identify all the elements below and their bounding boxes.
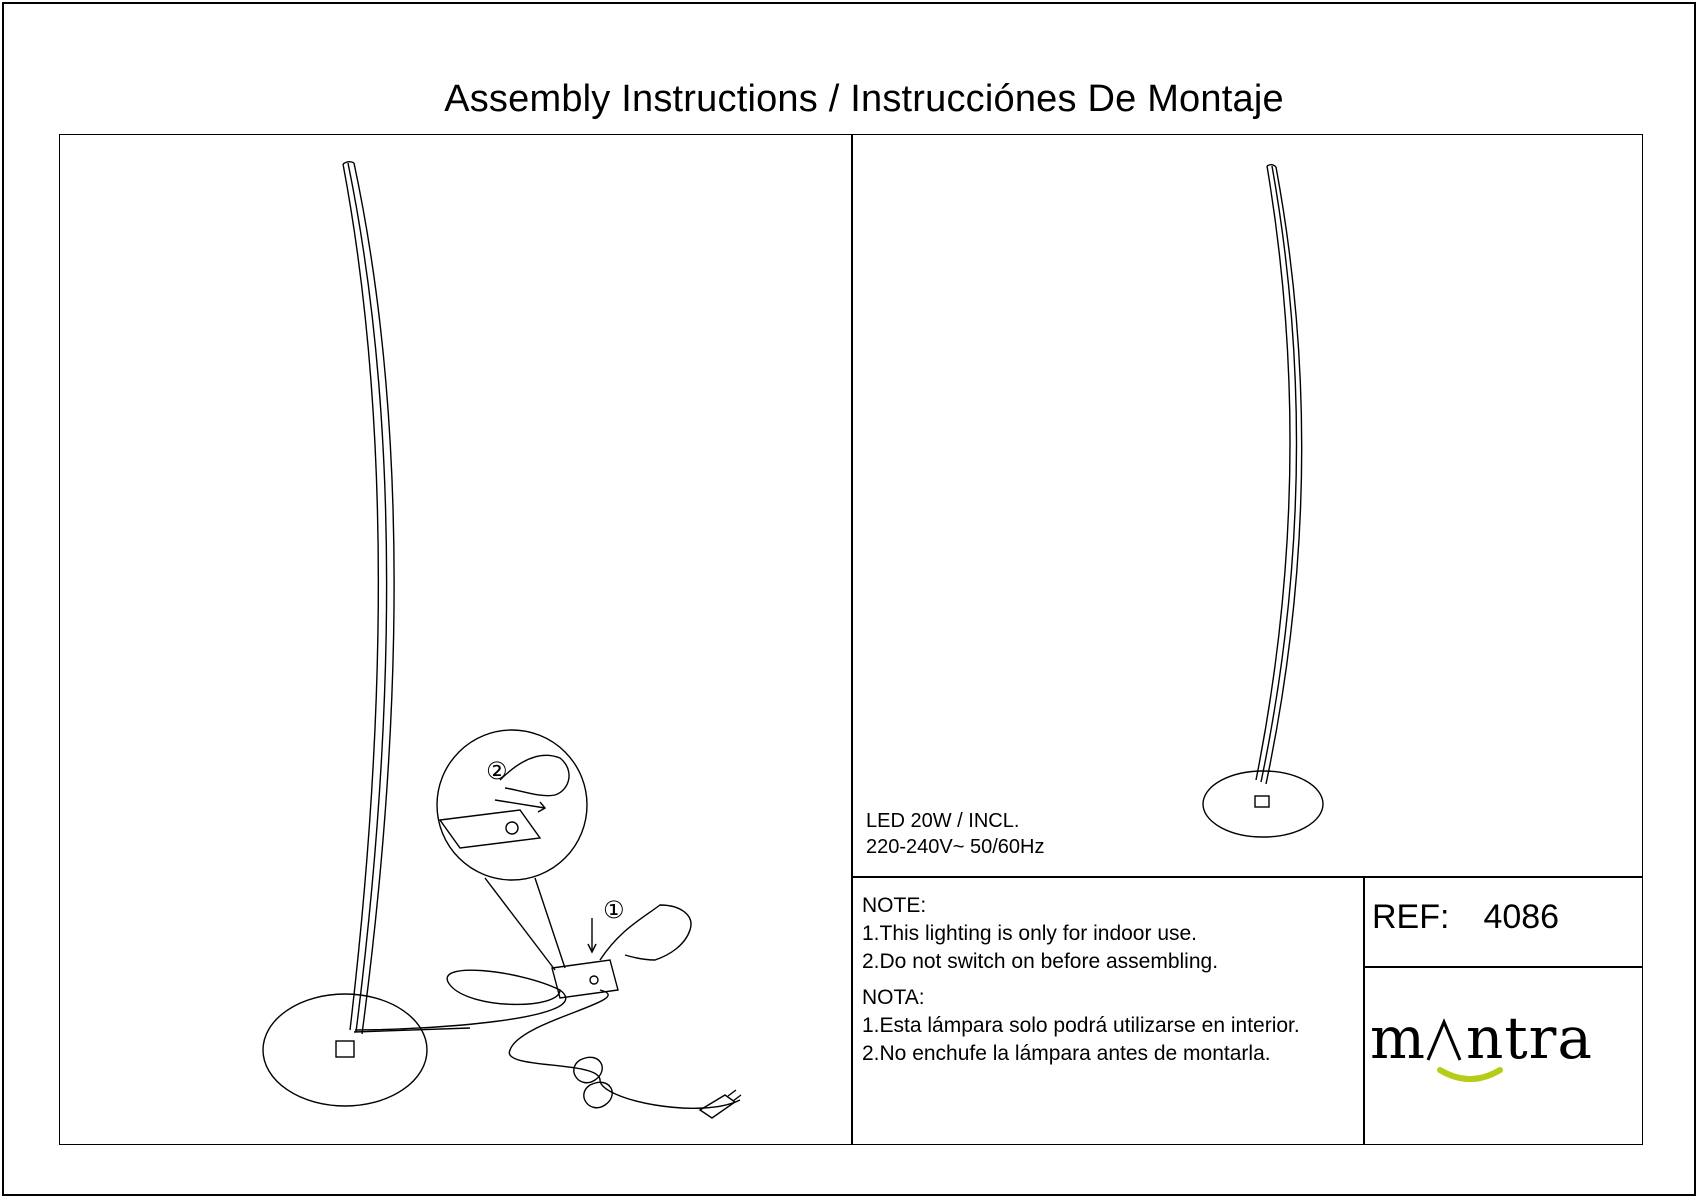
ref-label: REF:: [1372, 898, 1450, 936]
right-lamp-illustration: [1203, 165, 1323, 837]
note-es-heading: NOTA:: [862, 986, 925, 1009]
detail-callout: [437, 730, 587, 970]
note-es-item-1: 1.Esta lámpara solo podrá utilizarse en interior.: [862, 1014, 1300, 1037]
ref-value: 4086: [1483, 898, 1560, 936]
page-title: Assembly Instructions / Instrucciónes De Montaje: [444, 78, 1284, 120]
cable-and-switch: [355, 960, 741, 1118]
note-es-item-2: 2.No enchufe la lámpara antes de montarla.: [862, 1042, 1271, 1065]
mantra-logo-mark: [1370, 1002, 1640, 1092]
svg-text:m: m: [1370, 1004, 1426, 1072]
spec-line-voltage: 220-240V~ 50/60Hz: [866, 836, 1045, 858]
left-lamp-illustration: [263, 162, 470, 1106]
spec-line-power: LED 20W / INCL.: [866, 810, 1020, 832]
reference-number: [1372, 898, 1559, 937]
note-en-item-1: 1.This lighting is only for indoor use.: [862, 922, 1198, 945]
note-en: [862, 892, 1218, 976]
svg-text:ntra: ntra: [1466, 1004, 1593, 1072]
brand-logo: [1370, 1002, 1640, 1106]
note-es: [862, 984, 1300, 1068]
note-en-heading: NOTE:: [862, 894, 927, 917]
note-en-item-2: 2.Do not switch on before assembling.: [862, 950, 1219, 973]
step2-marker: ②: [486, 757, 508, 785]
led-spec: [866, 808, 1044, 860]
step1-marker: ①: [603, 896, 625, 924]
